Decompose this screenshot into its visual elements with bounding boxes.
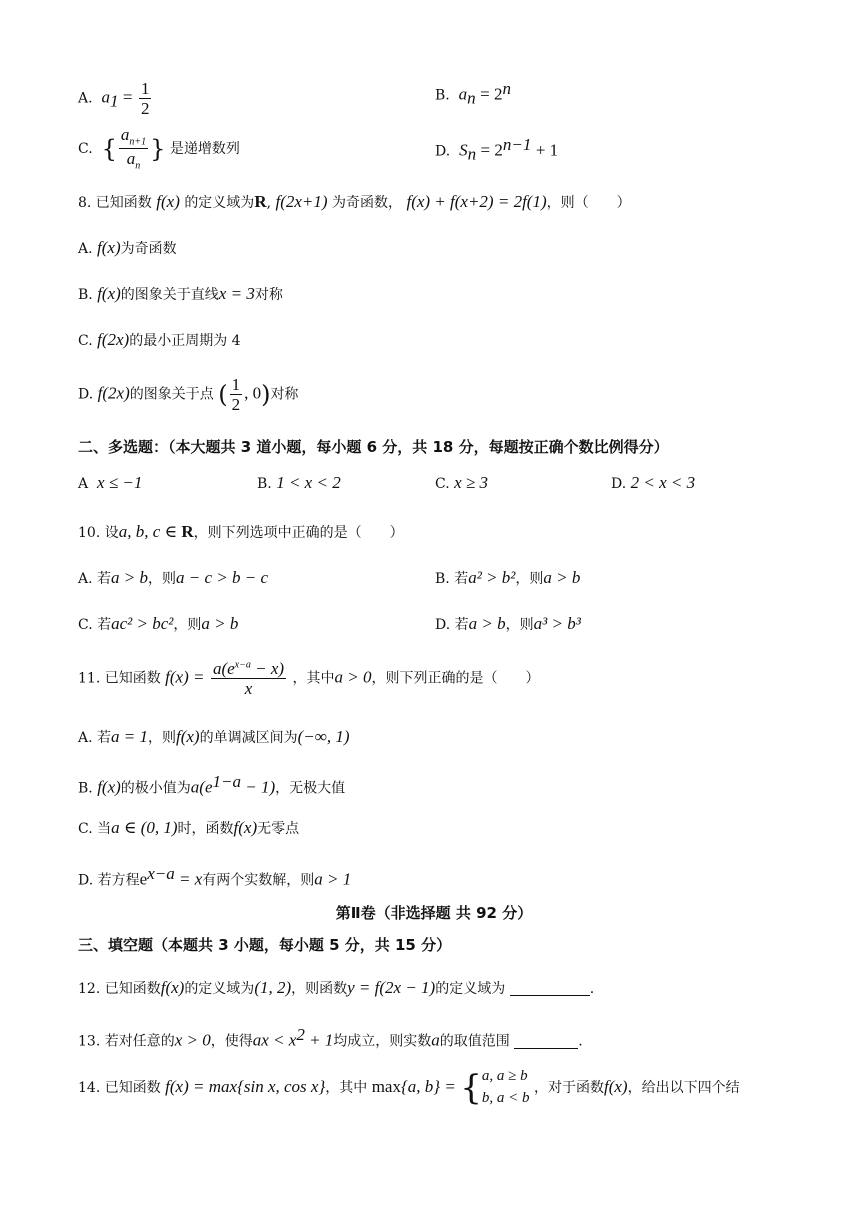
q9-option-b[interactable]: B. 1 < x < 2 (257, 473, 341, 492)
one-half-fraction: $\frac{1}{2}$ (140, 79, 150, 118)
q9-option-d[interactable]: D. 2 < x < 3 (611, 473, 696, 492)
q8-option-c[interactable]: C. f(2x)的最小正周期为 4 (78, 330, 241, 349)
q7-option-b[interactable]: B. $a_n = 2^n$ (435, 79, 511, 108)
q8-option-a[interactable]: A. f(x)为奇函数 (78, 238, 177, 257)
q10-stem: 10. 设a, b, c ∈ R，则下列选项中正确的是（ ） (78, 522, 404, 541)
q7-option-d[interactable]: D. $S_n = 2^{n-1} + 1$ (435, 135, 559, 164)
q7-option-c[interactable]: C. { $\frac{a_{n+1}}{a_n}$ } 是递增数列 (78, 125, 240, 172)
part-2-title: 第Ⅱ卷（非选择题 共 92 分） (335, 904, 533, 922)
q9-option-a[interactable]: A x ≤ −1 (78, 473, 143, 492)
section-3-title: 三、填空题（本题共 3 小题，每小题 5 分，共 15 分） (78, 936, 452, 954)
q11-option-b[interactable]: B. f(x)的极小值为$a(e^{1-a} - 1)$，无极大值 (78, 772, 346, 797)
q7-option-a[interactable]: A. $a_1$ = $\frac{1}{2}$ (78, 79, 150, 118)
q11-option-d[interactable]: D. 若方程$e^{x-a} = x$有两个实数解，则a > 1 (78, 864, 352, 889)
q9-option-c[interactable]: C. x ≥ 3 (435, 473, 489, 492)
q10-option-d[interactable]: D. 若a > b，则a³ > b³ (435, 614, 581, 633)
q11-stem: 11. 已知函数 f(x) = $\frac{a(e^{x-a} - x)}{x}$ ，其中a > 0，则下列正确的是（ ） (78, 659, 540, 698)
section-2-title: 二、多选题：（本大题共 3 道小题，每小题 6 分，共 18 分，每题按正确个数比例得分） (78, 438, 669, 456)
q12-answer-blank[interactable] (510, 979, 590, 996)
max-piecewise: a, a ≥ b b, a < b (481, 1068, 530, 1106)
point-fraction: $\frac{1}{2}$ (231, 375, 241, 414)
q13: 13. 若对任意的x > 0，使得ax < $x^2 + 1$均成立，则实数a的取值范围 . (78, 1025, 583, 1050)
q11-fraction: $\frac{a(e^{x-a} - x)}{x}$ (212, 659, 285, 698)
q12: 12. 已知函数f(x)的定义域为(1, 2)，则函数y = f(2x − 1)的定义域为 . (78, 978, 595, 997)
q8-option-d[interactable]: D. f(2x)的图象关于点 ( $\frac{1}{2}$ , 0)对称 (78, 375, 299, 414)
q14: 14. 已知函数 f(x) = max{sin x, cos x}，其中 max{a, b} = { a, a ≥ b b, a < b ，对于函数f(x)，给出以下四个结 (78, 1067, 740, 1108)
q11-option-c[interactable]: C. 当a ∈ (0, 1)时，函数f(x)无零点 (78, 818, 300, 837)
q10-option-a[interactable]: A. 若a > b，则a − c > b − c (78, 568, 269, 587)
q10-option-c[interactable]: C. 若ac² > bc²，则a > b (78, 614, 239, 633)
a1-var: a (101, 87, 110, 107)
q10-option-b[interactable]: B. 若a² > b²，则a > b (435, 568, 581, 587)
q8-stem: 8. 已知函数 f(x) 的定义域为R, f(2x+1) 为奇函数， f(x) + f(x+2) = 2f(1)，则（ ） (78, 192, 631, 211)
q8-option-b[interactable]: B. f(x)的图象关于直线x = 3对称 (78, 284, 283, 303)
ratio-fraction: $\frac{a_{n+1}}{a_n}$ (120, 125, 147, 172)
q13-answer-blank[interactable] (514, 1032, 578, 1049)
q11-option-a[interactable]: A. 若a = 1，则f(x)的单调减区间为(−∞, 1) (78, 727, 350, 746)
